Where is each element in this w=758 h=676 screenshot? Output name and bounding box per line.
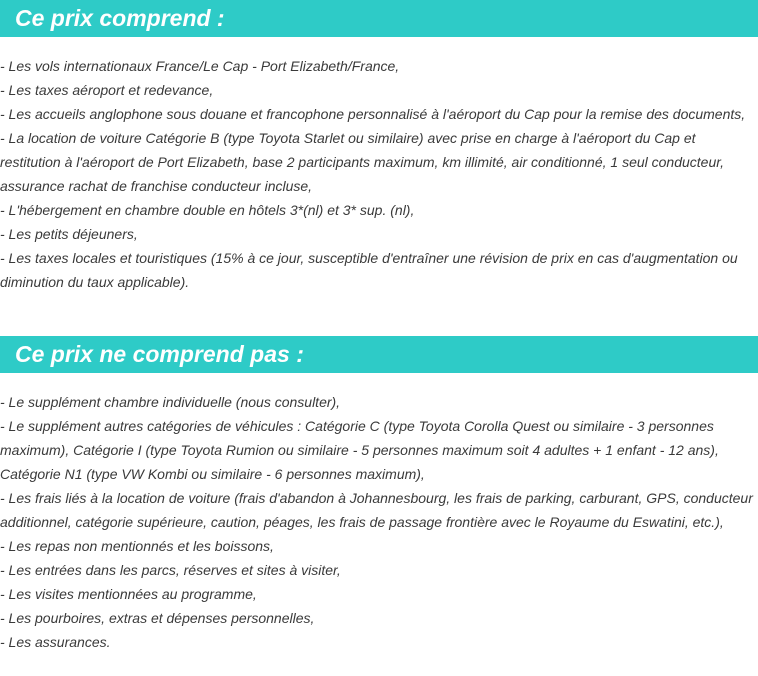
excludes-section	[0, 336, 758, 654]
list-item: - Le supplément autres catégories de véhicules : Catégorie C (type Toyota Corolla Quest ou similaire - 3 personnes maximum), Catégorie I (type Toyota Rumion ou similaire - 5 personnes maximum soit 4 adultes + 1 enfant - 12 ans), Catégorie N1 (type VW Kombi ou similaire - 6 personnes maximum),	[0, 418, 719, 482]
excludes-list	[0, 390, 758, 654]
list-item: - Les taxes aéroport et redevance,	[0, 82, 214, 98]
list-item: - Les pourboires, extras et dépenses personnelles,	[0, 610, 315, 626]
includes-list	[0, 54, 758, 294]
list-item: - Les visites mentionnées au programme,	[0, 586, 257, 602]
excludes-heading: Ce prix ne comprend pas :	[0, 336, 758, 373]
list-item: - Les assurances.	[0, 634, 111, 650]
list-item: - Les accueils anglophone sous douane et francophone personnalisé à l'aéroport du Cap pour la remise des documents,	[0, 106, 746, 122]
list-item: - Les entrées dans les parcs, réserves et sites à visiter,	[0, 562, 341, 578]
includes-heading: Ce prix comprend :	[0, 0, 758, 37]
list-item: - Le supplément chambre individuelle (nous consulter),	[0, 394, 341, 410]
list-item: - Les taxes locales et touristiques (15% à ce jour, susceptible d'entraîner une révision de prix en cas d'augmentation ou diminution du taux applicable).	[0, 250, 738, 290]
list-item: - L'hébergement en chambre double en hôtels 3*(nl) et 3* sup. (nl),	[0, 202, 415, 218]
list-item: - La location de voiture Catégorie B (type Toyota Starlet ou similaire) avec prise en charge à l'aéroport du Cap et restitution à l'aéroport de Port Elizabeth, base 2 participants maximum, km illimité, air conditionné, 1 seul conducteur, assurance rachat de franchise conducteur incluse,	[0, 130, 725, 194]
list-item: - Les vols internationaux France/Le Cap - Port Elizabeth/France,	[0, 58, 400, 74]
list-item: - Les repas non mentionnés et les boissons,	[0, 538, 274, 554]
includes-section	[0, 0, 758, 294]
list-item: - Les petits déjeuners,	[0, 226, 138, 242]
list-item: - Les frais liés à la location de voiture (frais d'abandon à Johannesbourg, les frais de parking, carburant, GPS, conducteur additionnel, catégorie supérieure, caution, péages, les frais de passage frontière avec le Royaume du Eswatini, etc.),	[0, 490, 753, 530]
